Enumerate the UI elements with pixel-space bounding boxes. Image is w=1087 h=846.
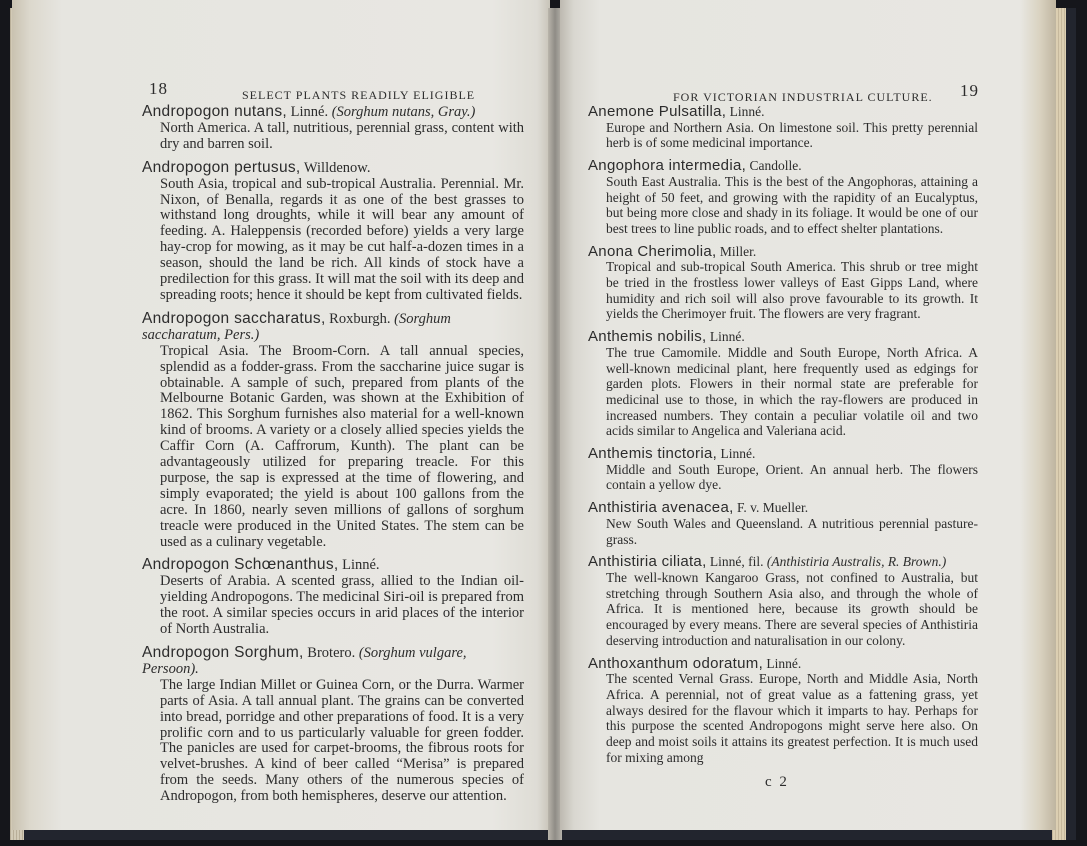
plant-entry (588, 104, 978, 151)
entry-heading (142, 104, 524, 121)
plant-name: Anthoxanthum odoratum, (588, 654, 764, 672)
plant-author: Linné. (290, 104, 329, 120)
left-entries (142, 104, 550, 805)
plant-name: Anthistiria ciliata, (588, 553, 707, 571)
entry-heading (588, 554, 978, 570)
plant-entry (142, 311, 524, 551)
entry-heading (588, 158, 978, 174)
plant-entry (588, 656, 978, 766)
plant-description: Europe and Northern Asia. On limestone soil. This pretty perennial herb is of some medicinal importance. (606, 119, 978, 151)
plant-description: The well-known Kangaroo Grass, not confined to Australia, but stretching through Southern Asia also, and through the whole of Africa. It is mentioned here, because its growth should be encouraged by every means. There are several species of Anthistiria deserving introduction and naturalisation in our colony. (606, 569, 978, 648)
page-number: 19 (960, 81, 979, 100)
entry-heading (588, 446, 978, 462)
plant-author: Linné. (709, 329, 745, 345)
plant-entry (588, 158, 978, 237)
plant-entry (142, 160, 524, 304)
running-head: FOR VICTORIAN INDUSTRIAL CULTURE. (673, 90, 933, 104)
entry-heading (142, 160, 524, 177)
left-page-header (142, 79, 550, 104)
entry-heading (588, 104, 978, 120)
plant-entry (142, 645, 524, 805)
plant-name: Andropogon Schœnanthus, (142, 556, 339, 574)
plant-description: The true Camomile. Middle and South Europe, North Africa. A well-known medicinal plant, here frequently used as edgings for garden plots. Flowers in their normal state are preferable for medicinal use to those, in which the ray-flowers are produced in increased numbers. They contain a peculiar volatile oil and two acids similar to Angelica and Valeriana acid. (606, 344, 978, 439)
plant-entry (588, 244, 978, 323)
right-page (560, 0, 1056, 830)
plant-description: Middle and South Europe, Orient. An annual herb. The flowers contain a yellow dye. (606, 461, 978, 493)
right-entries (588, 104, 1056, 765)
plant-name: Anemone Pulsatilla, (588, 103, 727, 120)
entry-heading (588, 329, 978, 345)
plant-description: South East Australia. This is the best of the Angophoras, attaining a height of 50 feet, and growing with the rapidity of an Eucalyptus, but being more close and shady in its foliage. It would be one of our best trees to line public roads, and to effect shelter plantations. (606, 173, 978, 236)
plant-name: Anthemis nobilis, (588, 328, 707, 346)
plant-description: South Asia, tropical and sub-tropical Australia. Perennial. Mr. Nixon, of Benalla, regards it as one of the best grasses to withstand long droughts, while it will bear any amount of feeding. A. Haleppensis (recorded before) yields a very large hay-crop for mowing, as it may be cut half-a-dozen times in a season, should the land be rich. All kinds of stock have a predilection for this grass. It will mat the soil with its deep and spreading roots; hence it should be kept from cultivated fields. (160, 175, 524, 303)
plant-description: Tropical and sub-tropical South America. This shrub or tree might be tried in the frostless lower valleys of East Gipps Land, where humidity and rich soil will also prove favourable to its growth. It yields the Cherimoyer fruit. The flowers are very fragrant. (606, 259, 978, 322)
plant-description: Tropical Asia. The Broom-Corn. A tall annual species, splendid as a fodder-grass. From the saccharine juice sugar is obtainable. A sample of such, prepared from plants of the Melbourne Botanic Garden, was shown at the Exhibition of 1862. This Sorghum furnishes also material for a well-known kind of brooms. A variety or a closely allied species yields the Caffir Corn (A. Caffrorum, Kunth). The plant can be advantageously utilized for preparing treacle. For this purpose, the sap is expressed at the time of flowering, and simply evaporated; the yield is about 100 gallons from the acre. In 1860, nearly seven millions of gallons of sorghum treacle were produced in the United States. The stem can be used as a culinary vegetable. (160, 342, 524, 550)
plant-name: Anthemis tinctoria, (588, 445, 718, 463)
entry-heading (588, 500, 978, 516)
plant-entry (588, 446, 978, 493)
plant-author: Brotero. (307, 645, 356, 661)
plant-name: Angophora intermedia, (588, 157, 747, 175)
plant-entry (142, 557, 524, 638)
plant-synonym: (Sorghum nutans, Gray.) (331, 104, 476, 120)
plant-entry (588, 329, 978, 439)
left-page (12, 0, 550, 830)
running-head: SELECT PLANTS READILY ELIGIBLE (242, 88, 476, 102)
plant-name: Anona Cherimolia, (588, 242, 717, 260)
plant-name: Andropogon Sorghum, (142, 644, 304, 661)
plant-author: Candolle. (749, 158, 802, 174)
plant-author: Roxburgh. (329, 310, 391, 327)
plant-author: Linné. (720, 446, 756, 462)
plant-author: Miller. (719, 243, 757, 259)
entry-heading (142, 645, 524, 678)
plant-name: Andropogon pertusus, (142, 158, 301, 176)
plant-description: The large Indian Millet or Guinea Corn, or the Durra. Warmer parts of Asia. A tall annual plant. The grains can be converted into bread, porridge and other preparations of food. It is a very prolific corn and to us particularly valuable for green fodder. The panicles are used for carpet-brooms, the fibrous roots for velvet-brushes. A kind of beer called “Merisa” is prepared from the seeds. Many others of the numerous species of Andropogon, from both hemispheres, deserve our attention. (160, 676, 524, 805)
plant-name: Anthistiria avenacea, (588, 499, 734, 517)
entry-heading (588, 656, 978, 672)
plant-author: Linné. (342, 557, 380, 574)
signature-mark: c 2 (765, 774, 789, 790)
entry-heading (142, 557, 524, 574)
plant-synonym: (Sorghum saccharatum, Pers.) (142, 310, 451, 343)
plant-description: Deserts of Arabia. A scented grass, allied to the Indian oil-yielding Andropogons. The medicinal Siri-oil is prepared from the root. A similar species occurs in arid places of the interior of North Australia. (160, 573, 524, 638)
page-number: 18 (149, 79, 168, 98)
plant-entry (142, 104, 524, 153)
plant-synonym: (Sorghum vulgare, Persoon). (142, 645, 467, 677)
entry-heading (588, 244, 978, 260)
right-page-header (588, 82, 1056, 104)
plant-entry (588, 554, 978, 648)
plant-description: New South Wales and Queensland. A nutritious perennial pasture-grass. (606, 515, 978, 547)
plant-name: Andropogon nutans, (142, 103, 288, 120)
plant-author: Linné. (766, 655, 802, 671)
entry-heading (142, 311, 524, 344)
plant-author: Linné, fil. (709, 554, 764, 570)
plant-author: Linné. (729, 104, 765, 119)
plant-author: F. v. Mueller. (736, 500, 809, 516)
plant-synonym: (Anthistiria Australis, R. Brown.) (766, 554, 947, 570)
plant-description: The scented Vernal Grass. Europe, North and Middle Asia, North Africa. A perennial, not of great value as a fattening grass, yet always desired for the flavour which it imparts to hay. Perhaps for this purpose the scented Andropogons might serve here also. On deep and moist soils it attains its greatest perfection. It is much used for mixing among (606, 671, 978, 765)
plant-author: Willdenow. (303, 159, 371, 176)
plant-description: North America. A tall, nutritious, perennial grass, content with dry and barren soil. (160, 119, 524, 152)
plant-entry (588, 500, 978, 547)
plant-name: Andropogon saccharatus, (142, 309, 326, 327)
